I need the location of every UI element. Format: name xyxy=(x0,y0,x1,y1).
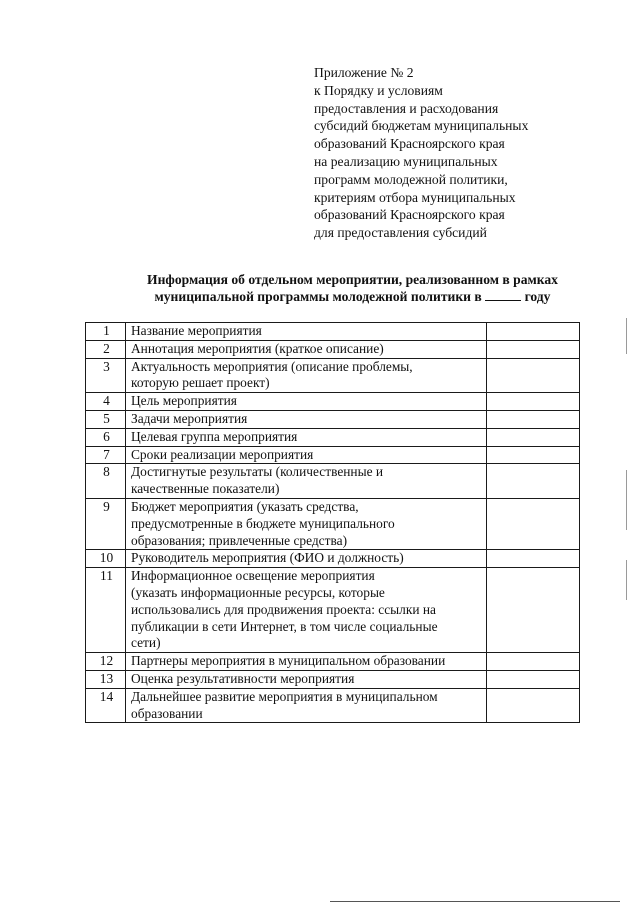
row-value-cell[interactable] xyxy=(487,464,580,499)
row-description-line: Достигнутые результаты (количественные и xyxy=(131,464,384,480)
row-description-line: Название мероприятия xyxy=(131,323,262,338)
row-number: 10 xyxy=(86,550,126,568)
appendix-line: на реализацию муниципальных xyxy=(314,153,498,169)
row-description-line: Сроки реализации мероприятия xyxy=(131,446,314,462)
scan-bottom-line xyxy=(330,901,620,902)
row-number: 8 xyxy=(86,464,126,499)
table-row xyxy=(86,688,580,723)
row-description-line: Цель мероприятия xyxy=(131,393,237,409)
appendix-line: субсидий бюджетам муниципальных xyxy=(314,118,529,134)
table-row xyxy=(86,393,580,411)
table-row xyxy=(86,670,580,688)
row-value-cell[interactable] xyxy=(487,568,580,653)
row-description xyxy=(126,323,487,341)
row-number: 6 xyxy=(86,428,126,446)
row-description xyxy=(126,550,487,568)
row-description-line: которую решает проект) xyxy=(131,375,270,391)
table-row xyxy=(86,568,580,653)
row-number: 13 xyxy=(86,670,126,688)
row-description xyxy=(126,410,487,428)
row-description xyxy=(126,653,487,671)
table-row xyxy=(86,323,580,341)
row-description xyxy=(126,498,487,549)
row-value-cell[interactable] xyxy=(487,410,580,428)
table-row xyxy=(86,464,580,499)
row-value-cell[interactable] xyxy=(487,323,580,341)
row-description xyxy=(126,428,487,446)
row-description-line: Оценка результативности мероприятия xyxy=(131,670,355,686)
row-description-line: использовались для продвижения проекта: ссылки на xyxy=(131,601,436,617)
title-line-2-text: муниципальной программы молодежной политики в xyxy=(154,289,482,304)
row-number: 4 xyxy=(86,393,126,411)
row-value-cell[interactable] xyxy=(487,653,580,671)
row-description-line: сети) xyxy=(131,635,161,651)
table-row xyxy=(86,446,580,464)
table-row xyxy=(86,428,580,446)
row-value-cell[interactable] xyxy=(487,550,580,568)
row-number: 9 xyxy=(86,498,126,549)
row-description-line: образования; привлеченные средства) xyxy=(131,532,348,548)
row-description-line: Целевая группа мероприятия xyxy=(131,428,298,444)
row-description-line: (указать информационные ресурсы, которые xyxy=(131,584,385,600)
row-number: 7 xyxy=(86,446,126,464)
title-line-2-year-word: году xyxy=(524,289,551,304)
scan-edge-mark xyxy=(626,560,627,600)
row-description-line: образовании xyxy=(131,705,203,721)
table-row xyxy=(86,498,580,549)
row-value-cell[interactable] xyxy=(487,340,580,358)
row-description-line: Задачи мероприятия xyxy=(131,410,248,426)
appendix-line: для предоставления субсидий xyxy=(314,225,487,241)
title-line-1: Информация об отдельном мероприятии, реализованном в рамках xyxy=(147,272,558,287)
row-value-cell[interactable] xyxy=(487,498,580,549)
row-number: 2 xyxy=(86,340,126,358)
table-row xyxy=(86,358,580,393)
row-number: 12 xyxy=(86,653,126,671)
row-description-line: Дальнейшее развитие мероприятия в муниципальном xyxy=(131,688,438,704)
appendix-line: Приложение № 2 xyxy=(314,65,414,80)
row-description-line: Актуальность мероприятия (описание проблемы, xyxy=(131,358,413,374)
row-description-line: Руководитель мероприятия (ФИО и должность) xyxy=(131,550,404,566)
row-number: 11 xyxy=(86,568,126,653)
row-description xyxy=(126,393,487,411)
appendix-header xyxy=(314,64,614,242)
row-description-line: качественные показатели) xyxy=(131,481,280,497)
appendix-line: к Порядку и условиям xyxy=(314,82,443,98)
table-row xyxy=(86,340,580,358)
row-number: 1 xyxy=(86,323,126,341)
appendix-line: программ молодежной политики, xyxy=(314,171,508,187)
table-row xyxy=(86,410,580,428)
row-description xyxy=(126,358,487,393)
row-value-cell[interactable] xyxy=(487,358,580,393)
appendix-line: образований Красноярского края xyxy=(314,136,505,152)
row-value-cell[interactable] xyxy=(487,670,580,688)
year-blank-field xyxy=(485,289,521,301)
row-description xyxy=(126,446,487,464)
row-number: 14 xyxy=(86,688,126,723)
row-description-line: Партнеры мероприятия в муниципальном образовании xyxy=(131,653,446,669)
row-description xyxy=(126,464,487,499)
row-number: 5 xyxy=(86,410,126,428)
row-value-cell[interactable] xyxy=(487,428,580,446)
row-number: 3 xyxy=(86,358,126,393)
row-description xyxy=(126,568,487,653)
document-title xyxy=(80,271,625,305)
information-table xyxy=(85,322,580,723)
information-table-body xyxy=(86,323,580,723)
row-value-cell[interactable] xyxy=(487,688,580,723)
row-description-line: Информационное освещение мероприятия xyxy=(131,568,375,584)
appendix-line: предоставления и расходования xyxy=(314,100,499,116)
title-line-2 xyxy=(80,288,625,305)
scan-edge-mark xyxy=(626,470,627,530)
table-row xyxy=(86,550,580,568)
row-description xyxy=(126,688,487,723)
appendix-line: образований Красноярского края xyxy=(314,207,505,223)
row-description-line: Аннотация мероприятия (краткое описание) xyxy=(131,340,384,356)
row-description xyxy=(126,340,487,358)
row-description-line: Бюджет мероприятия (указать средства, xyxy=(131,498,359,514)
table-row xyxy=(86,653,580,671)
scan-edge-mark xyxy=(626,318,627,354)
row-description xyxy=(126,670,487,688)
row-value-cell[interactable] xyxy=(487,446,580,464)
row-value-cell[interactable] xyxy=(487,393,580,411)
row-description-line: предусмотренные в бюджете муниципального xyxy=(131,515,395,531)
row-description-line: публикации в сети Интернет, в том числе социальные xyxy=(131,618,438,634)
appendix-line: критериям отбора муниципальных xyxy=(314,189,516,205)
